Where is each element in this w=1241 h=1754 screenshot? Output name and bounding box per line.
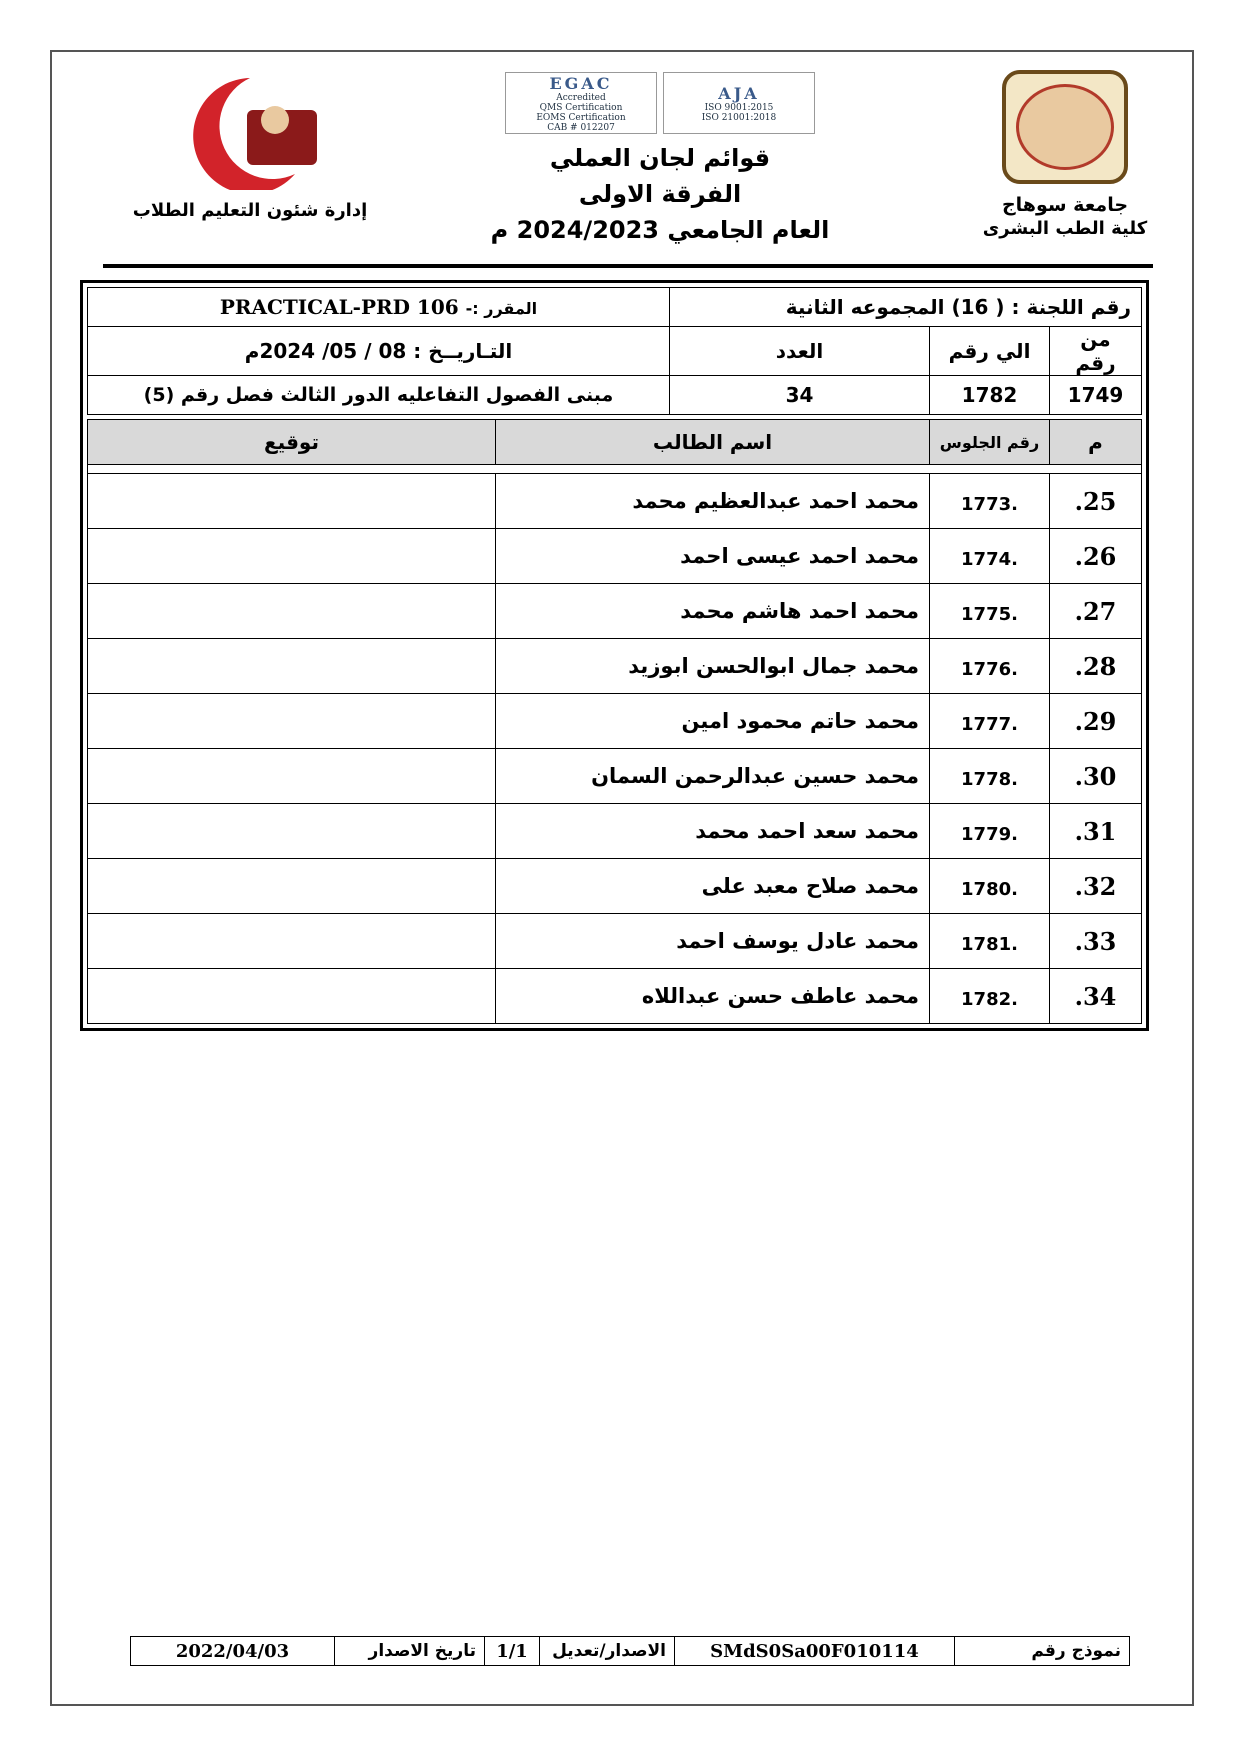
student-name: محمد حسين عبدالرحمن السمان bbox=[496, 749, 930, 804]
signature-cell[interactable] bbox=[88, 859, 496, 914]
table-row bbox=[88, 859, 1142, 914]
academic-year: العام الجامعي 2024/2023 م bbox=[490, 216, 830, 244]
exam-date: التـاريــخ : 08 / 05/ 2024م bbox=[88, 327, 670, 376]
faculty-name: كلية الطب البشرى bbox=[982, 218, 1148, 239]
signature-cell[interactable] bbox=[88, 584, 496, 639]
form-footer bbox=[130, 1636, 1130, 1666]
table-row bbox=[88, 584, 1142, 639]
row-index: .30 bbox=[1050, 749, 1142, 804]
count-label: العدد bbox=[670, 327, 930, 376]
student-name: محمد احمد هاشم محمد bbox=[496, 584, 930, 639]
seat-number: 1776. bbox=[930, 639, 1050, 694]
student-name: محمد صلاح معبد على bbox=[496, 859, 930, 914]
committee-number: رقم اللجنة : ( 16) المجموعه الثانية bbox=[670, 288, 1142, 327]
student-name: محمد احمد عيسى احمد bbox=[496, 529, 930, 584]
class-year: الفرقة الاولى bbox=[578, 180, 742, 208]
signature-cell[interactable] bbox=[88, 474, 496, 529]
university-seal-logo bbox=[1002, 70, 1128, 184]
signature-cell[interactable] bbox=[88, 969, 496, 1024]
table-row bbox=[88, 694, 1142, 749]
table-row bbox=[88, 529, 1142, 584]
title-block bbox=[460, 72, 860, 248]
from-label: من رقم bbox=[1050, 327, 1142, 376]
department-name: إدارة شئون التعليم الطلاب bbox=[132, 200, 368, 221]
seat-number: 1774. bbox=[930, 529, 1050, 584]
form-number: SMdS0Sa00F010114 bbox=[675, 1637, 955, 1666]
col-name-header: اسم الطالب bbox=[496, 420, 930, 465]
exam-location: مبنى الفصول التفاعليه الدور الثالث فصل رقم (5) bbox=[88, 376, 670, 415]
student-name: محمد عاطف حسن عبداللاه bbox=[496, 969, 930, 1024]
row-index: .29 bbox=[1050, 694, 1142, 749]
signature-cell[interactable] bbox=[88, 694, 496, 749]
row-index: .34 bbox=[1050, 969, 1142, 1024]
committee-table bbox=[80, 280, 1149, 1031]
row-index: .33 bbox=[1050, 914, 1142, 969]
to-value: 1782 bbox=[930, 376, 1050, 415]
student-name: محمد جمال ابوالحسن ابوزيد bbox=[496, 639, 930, 694]
seat-number: 1777. bbox=[930, 694, 1050, 749]
table-row bbox=[88, 749, 1142, 804]
department-block bbox=[130, 70, 370, 221]
version-label: الاصدار/تعديل bbox=[540, 1637, 675, 1666]
committee-info bbox=[87, 287, 1142, 415]
issue-date: 2022/04/03 bbox=[131, 1637, 335, 1666]
signature-cell[interactable] bbox=[88, 639, 496, 694]
row-index: .31 bbox=[1050, 804, 1142, 859]
row-index: .32 bbox=[1050, 859, 1142, 914]
row-index: .28 bbox=[1050, 639, 1142, 694]
seat-number: 1778. bbox=[930, 749, 1050, 804]
signature-cell[interactable] bbox=[88, 804, 496, 859]
egac-accreditation-logo: EGAC Accredited QMS Certification EOMS Certification CAB # 012207 bbox=[505, 72, 657, 134]
university-block bbox=[955, 70, 1175, 239]
seat-number: 1781. bbox=[930, 914, 1050, 969]
count-value: 34 bbox=[670, 376, 930, 415]
table-row bbox=[88, 804, 1142, 859]
list-header-row bbox=[88, 420, 1142, 465]
student-name: محمد حاتم محمود امين bbox=[496, 694, 930, 749]
seat-number: 1775. bbox=[930, 584, 1050, 639]
table-row bbox=[88, 639, 1142, 694]
student-list bbox=[87, 419, 1142, 1024]
version-value: 1/1 bbox=[485, 1637, 540, 1666]
signature-cell[interactable] bbox=[88, 914, 496, 969]
seat-number: 1780. bbox=[930, 859, 1050, 914]
table-row bbox=[88, 474, 1142, 529]
col-index-header: م bbox=[1050, 420, 1142, 465]
row-index: .25 bbox=[1050, 474, 1142, 529]
seat-number: 1782. bbox=[930, 969, 1050, 1024]
form-number-label: نموذج رقم bbox=[955, 1637, 1130, 1666]
seat-number: 1773. bbox=[930, 474, 1050, 529]
table-row bbox=[88, 914, 1142, 969]
course-cell bbox=[88, 288, 670, 327]
from-value: 1749 bbox=[1050, 376, 1142, 415]
course-code: PRACTICAL-PRD 106 bbox=[219, 295, 459, 319]
row-index: .27 bbox=[1050, 584, 1142, 639]
student-name: محمد عادل يوسف احمد bbox=[496, 914, 930, 969]
university-name: جامعة سوهاج bbox=[1001, 194, 1129, 216]
course-label: المقرر :- bbox=[465, 299, 538, 318]
faculty-logo bbox=[155, 70, 345, 190]
document-title: قوائم لجان العملي bbox=[549, 144, 771, 172]
col-signature-header: توقيع bbox=[88, 420, 496, 465]
col-seat-header: رقم الجلوس bbox=[930, 420, 1050, 465]
aja-certification-logo: AJA ISO 9001:2015 ISO 21001:2018 bbox=[663, 72, 815, 134]
seat-number: 1779. bbox=[930, 804, 1050, 859]
issue-date-label: تاريخ الاصدار bbox=[335, 1637, 485, 1666]
table-row bbox=[88, 969, 1142, 1024]
signature-cell[interactable] bbox=[88, 749, 496, 804]
signature-cell[interactable] bbox=[88, 529, 496, 584]
header-divider bbox=[103, 264, 1153, 268]
to-label: الي رقم bbox=[930, 327, 1050, 376]
student-name: محمد سعد احمد محمد bbox=[496, 804, 930, 859]
accreditation-logos bbox=[460, 72, 860, 134]
row-index: .26 bbox=[1050, 529, 1142, 584]
student-name: محمد احمد عبدالعظيم محمد bbox=[496, 474, 930, 529]
